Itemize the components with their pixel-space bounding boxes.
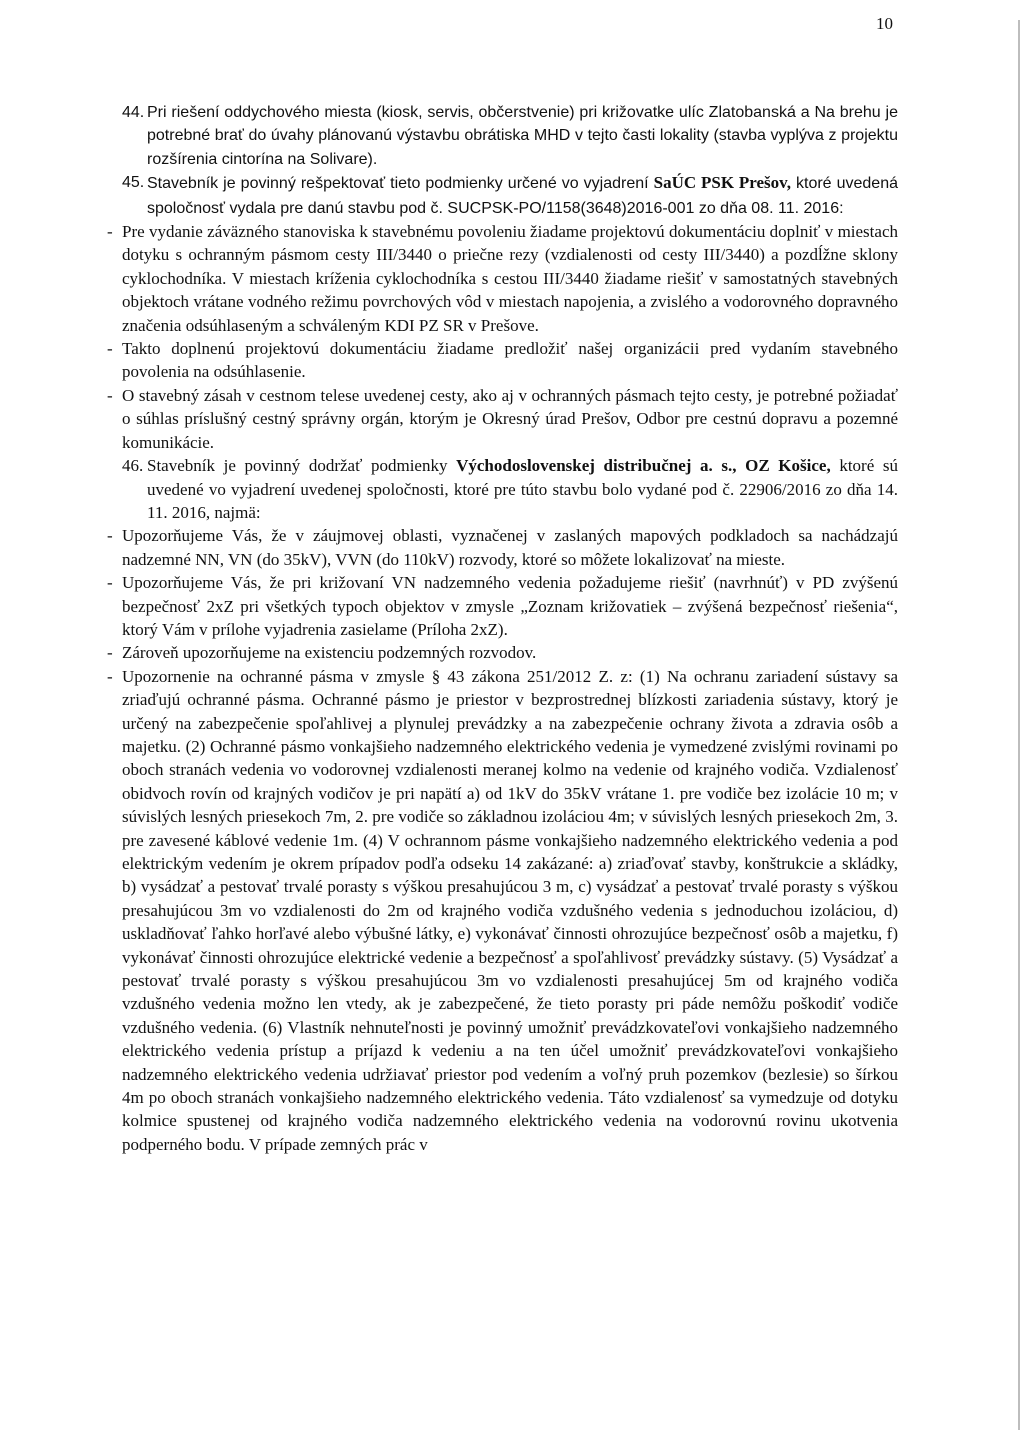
- item-bold-entity: SaÚC PSK Prešov,: [653, 173, 791, 193]
- item-44: [122, 101, 898, 171]
- item-bold-entity: Východoslovenskej distribučnej a. s., OZ Košice,: [456, 456, 831, 476]
- bullet-text: Takto doplnenú projektovú dokumentáciu žiadame predložiť našej organizácii pred vydaním stavebného povolenia na odsúhlasenie.: [122, 339, 898, 382]
- bullet-text: Zároveň upozorňujeme na existenciu podzemných rozvodov.: [122, 643, 537, 663]
- page-number: 10: [876, 14, 893, 33]
- item-text-after: ktoré sú uvedené vo vyjadrení uvedenej spoločnosti, ktoré pre túto stavbu bolo vydané pod č. 22906/2016 zo dňa 14. 11. 2016, najmä:: [147, 456, 898, 522]
- bullet-dash: -: [107, 666, 113, 686]
- bullet-dash: -: [107, 222, 113, 242]
- document-body: [107, 101, 899, 1156]
- item-text: [147, 454, 898, 524]
- bullet-text: O stavebný zásah v cestnom telese uvedenej cesty, ako aj v ochranných pásmach tejto cesty, je potrebné požiadať o súhlas príslušný cestný správny orgán, ktorým je Okresný úrad Prešov, Odbor pre cestnú dopravu a pozemné komunikácie.: [122, 385, 898, 452]
- bullet-dash: -: [107, 573, 113, 593]
- bullet-text: Upozornenie na ochranné pásma v zmysle § 43 zákona 251/2012 Z. z: (1) Na ochranu zariadení sústavy sa zriaďujú ochranné pásma. Ochranné pásmo je priestor v bezprostrednej blízkosti zariadenia sústavy, ktorý je určený na zabezpečenie spoľahlivej a plynulej prevádzky a na zabezpečenie ochrany života a zdravia osôb a majetku. (2) Ochranné pásmo vonkajšieho nadzemného elektrického vedenia je vymedzené zvislými rovinami po oboch stranách vedenia vo vodorovnej vzdialenosti meranej kolmo na vedenie od krajného vodiča. Vzdialenosť obidvoch rovín od krajných vodičov je pri napätí a) od 1kV do 35kV vrátane 1. pre vodiče bez izolácie 10 m; v súvislých lesných priesekoch 7m, 2. pre vodiče so základnou izoláciou 4m; v súvislých lesných priesekoch 2m, 3. pre zavesené káblové vedenie 1m. (4) V ochrannom pásme vonkajšieho nadzemného elektrického vedenia a pod elektrickým vedením je okrem prípadov podľa odseku 14 zakázané: a) zriaďovať stavby, konštrukcie a skládky, b) vysádzať a pestovať trvalé porasty s výškou presahujúcou 3 m, c) vysádzať a pestovať trvalé porasty s výškou presahujúcou 3m vo vzdialenosti do 2m od krajného vodiča vzdušného vedenia s jednoduchou izoláciou, d) uskladňovať ľahko horľavé alebo výbušné látky, e) vykonávať činnosti ohrozujúce bezpečnosť osôb a majetku, f) vykonávať činnosti ohrozujúce elektrické vedenie a bezpečnosť a spoľahlivosť prevádzky sústavy. (5) Vysádzať a pestovať trvalé porasty s výškou presahujúcou 3m vo vzdialenosti presahujúcej 5m od krajného vodiča vzdušného vedenia možno len vtedy, ak je zabezpečené, že tieto porasty pri páde nemôžu poškodiť vodiče vzdušného vedenia. (6) Vlastník nehnuteľnosti je povinný umožniť prevádzkovateľovi vonkajšieho nadzemného elektrického vedenia prístup a príjazd k vedeniu a na ten účel umožniť prevádzkovateľovi vonkajšieho nadzemného elektrického vedenia udržiavať priestor pod vedením a voľný pruh pozemkov (bezlesie) so šírkou 4m po oboch stranách vonkajšieho nadzemného elektrického vedenia. Táto vzdialenosť sa vymedzuje od dotyku kolmice spustenej od krajného vodiča nadzemného elektrického vedenia na vodorovnú rovinu ukotvenia podperného bodu. V prípade zemných prác v: [122, 666, 898, 1154]
- list-item: [107, 337, 898, 384]
- list-item: [107, 384, 898, 454]
- list-item: [107, 220, 898, 337]
- item-text-before: Stavebník je povinný rešpektovať tieto podmienky určené vo vyjadrení: [147, 175, 654, 193]
- item-number: 46.: [122, 456, 144, 476]
- item-number: 45.: [122, 174, 145, 192]
- bullet-dash: -: [107, 526, 113, 546]
- item-46: [122, 454, 898, 524]
- bullet-text: Upozorňujeme Vás, že v záujmovej oblasti, vyznačenej v zaslaných mapových podkladoch sa nachádzajú nadzemné NN, VN (do 35kV), VVN (do 110kV) rozvody, ktoré so môžete lokalizovať na mieste.: [122, 526, 898, 569]
- item-number: 44.: [122, 104, 145, 121]
- bullet-text: Upozorňujeme Vás, že pri križovaní VN nadzemného vedenia požadujeme riešiť (navrhnúť) v PD zvýšenú bezpečnosť 2xZ pri všetkých typoch objektov v zmysle „Zoznam križovatiek – zvýšená bezpečnosť riešenia“, ktorý Vám v prílohe vyjadrenia zasielame (Príloha 2xZ).: [122, 573, 898, 639]
- item-45: [122, 171, 898, 220]
- bullet-dash: -: [107, 385, 113, 405]
- list-item: [107, 571, 898, 641]
- item-text-before: Stavebník je povinný dodržať podmienky: [147, 456, 457, 476]
- bullet-dash: -: [107, 643, 113, 663]
- list-item: [107, 665, 898, 1157]
- list-item: [107, 641, 898, 664]
- list-item: [107, 524, 898, 571]
- bullet-text: Pre vydanie záväzného stanoviska k stavebnému povoleniu žiadame projektovú dokumentáciu doplniť v miestach dotyku s ochranným pásmom cesty III/3440 o priečne rezy (vzdialenosti od cesty III/3440) a pozdĺžne sklony cyklochodníka. V miestach kríženia cyklochodníka s cestou III/3440 žiadame riešiť v samostatných stavebných objektoch vrátane vodného režimu povrchových vôd v miestach napojenia, a zvislého a vodorovného dopravného značenia odsúhlaseným a schváleným KDI PZ SR v Prešove.: [122, 222, 898, 335]
- item-text: [147, 171, 898, 220]
- item-text: Pri riešení oddychového miesta (kiosk, servis, občerstvenie) pri križovatke ulíc Zlatobanská a Na brehu je potrebné brať do úvahy plánovanú výstavbu obrátiska MHD v tejto časti lokality (stavba vyplýva z projektu rozšírenia cintorína na Solivare).: [147, 104, 898, 168]
- scan-edge-line: [1018, 20, 1020, 1430]
- item-text-after: ktoré uvedená spoločnosť vydala pre danú stavbu pod č. SUCPSK-PO/1158(3648)2016-001 zo dňa 08. 11. 2016:: [147, 175, 899, 217]
- bullet-dash: -: [107, 339, 113, 359]
